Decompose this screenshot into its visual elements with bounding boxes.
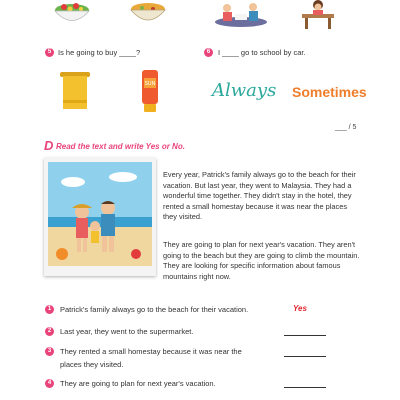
word-always: Always (212, 80, 277, 101)
question-3-text-line2: places they visited. (60, 360, 124, 369)
soup-bowl-icon (128, 0, 168, 26)
reading-paragraph-1: Every year, Patrick's family always go to the beach for their vacation. But last year, they went to Malaysia. They had a wonderful time together. They didn't stay in the hotel, they rented a small homestay because it was near the places they visited. (163, 170, 356, 222)
question-4-number: 4 (45, 379, 54, 388)
question-3-number: 3 (45, 347, 54, 356)
score: ___ / 5 (335, 124, 357, 131)
sunscreen-icon (138, 68, 162, 114)
question-5-number: 5 (45, 48, 54, 57)
question-1-number: 1 (45, 305, 54, 314)
question-1-text: Patrick's family always go to the beach for their vacation. (60, 305, 249, 314)
word-sometimes: Sometimes (292, 84, 367, 100)
question-6-text: I ____ go to school by car. (218, 48, 306, 57)
photo-frame (44, 158, 156, 276)
question-3-answer-line[interactable] (284, 356, 326, 357)
question-4-answer-line[interactable] (284, 387, 326, 388)
question-6-number: 6 (204, 48, 213, 57)
girl-at-desk-icon (296, 0, 340, 30)
towel-icon (58, 70, 92, 112)
svg-text:SUN: SUN (144, 81, 156, 87)
question-2-text: Last year, they went to the supermarket. (60, 327, 194, 336)
question-2-number: 2 (45, 327, 54, 336)
question-2-answer-line[interactable] (284, 335, 326, 336)
section-instruction: Read the text and write Yes or No. (56, 142, 185, 151)
family-picnic-icon (213, 0, 269, 28)
question-4-text: They are going to plan for next year's vacation. (60, 379, 216, 388)
question-3-text: They rented a small homestay because it was near the (60, 347, 242, 356)
salad-bowl-icon (52, 0, 92, 26)
beach-family-photo (48, 162, 152, 266)
section-letter: D (44, 138, 54, 153)
question-5-text: Is he going to buy ____? (58, 48, 141, 57)
reading-paragraph-2: They are going to plan for next year's vacation. They aren't going to the beach but they are going to climb the mountain. They are looking for specific information about famous mountains right now. (163, 240, 360, 281)
question-1-answer[interactable]: Yes (293, 304, 307, 313)
